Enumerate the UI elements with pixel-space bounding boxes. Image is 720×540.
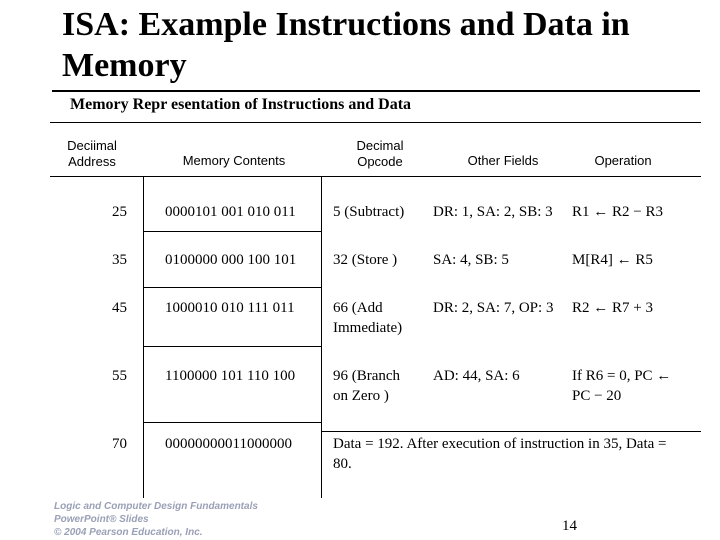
- row-1-other-fields: DR: 1, SA: 2, SB: 3: [433, 204, 553, 220]
- footer-copyright: © 2004 Pearson Education, Inc.: [54, 527, 203, 538]
- row-2-address: 35: [112, 252, 127, 268]
- row-5-address: 70: [112, 436, 127, 452]
- contents-right-border: [321, 176, 322, 498]
- header-operation: Operation: [594, 153, 652, 168]
- title-divider: [52, 90, 700, 92]
- row-2-contents: 0100000 000 100 101: [165, 252, 297, 268]
- publisher-footer: [54, 500, 258, 539]
- row-3-other-fields: DR: 2, SA: 7, OP: 3: [433, 300, 554, 316]
- footer-book-title: Logic and Computer Design Fundamentals: [54, 501, 258, 512]
- data-note-rule: [322, 431, 701, 432]
- row-4-contents: 1100000 101 110 100: [165, 368, 296, 384]
- slide-title: ISA: Example Instructions and Data in Memory: [62, 6, 630, 84]
- row-4-operation: If R6 = 0, PC ← PC − 20: [572, 368, 672, 404]
- table-top-rule: [50, 122, 701, 123]
- row-4-other-fields: AD: 44, SA: 6: [433, 368, 520, 384]
- header-address: Deciimal Address: [67, 138, 117, 169]
- row-4-address: 55: [112, 368, 127, 384]
- page-number: 14: [562, 518, 577, 534]
- row-2-other-fields: SA: 4, SB: 5: [433, 252, 509, 268]
- row-divider: [143, 231, 322, 232]
- row-3-contents: 1000010 010 111 011: [165, 300, 295, 316]
- row-5-data-note: Data = 192. After execution of instruction in 35, Data = 80.: [333, 436, 667, 472]
- table-caption: Memory Repr esentation of Instructions and Data: [70, 96, 412, 113]
- header-opcode: Decimal Opcode: [356, 138, 404, 169]
- footer-slides-label: PowerPoint® Slides: [54, 514, 149, 525]
- row-3-opcode: 66 (Add Immediate): [333, 300, 403, 336]
- row-divider: [143, 346, 322, 347]
- row-3-operation: R2 ← R7 + 3: [572, 300, 653, 316]
- header-other-fields: Other Fields: [467, 153, 539, 168]
- row-divider: [143, 422, 322, 423]
- row-5-contents: 00000000011000000: [165, 436, 292, 452]
- row-2-opcode: 32 (Store ): [333, 252, 398, 268]
- row-4-opcode: 96 (Branch on Zero ): [333, 368, 401, 404]
- row-1-operation: R1 ← R2 − R3: [572, 204, 663, 220]
- row-1-opcode: 5 (Subtract): [333, 204, 405, 220]
- row-2-operation: M[R4] ← R5: [572, 252, 653, 268]
- row-1-contents: 0000101 001 010 011: [165, 204, 296, 220]
- row-divider: [143, 287, 322, 288]
- contents-left-border: [143, 176, 144, 498]
- row-1-address: 25: [112, 204, 127, 220]
- header-contents: Memory Contents: [182, 153, 286, 168]
- row-3-address: 45: [112, 300, 127, 316]
- header-bottom-rule: [50, 176, 701, 177]
